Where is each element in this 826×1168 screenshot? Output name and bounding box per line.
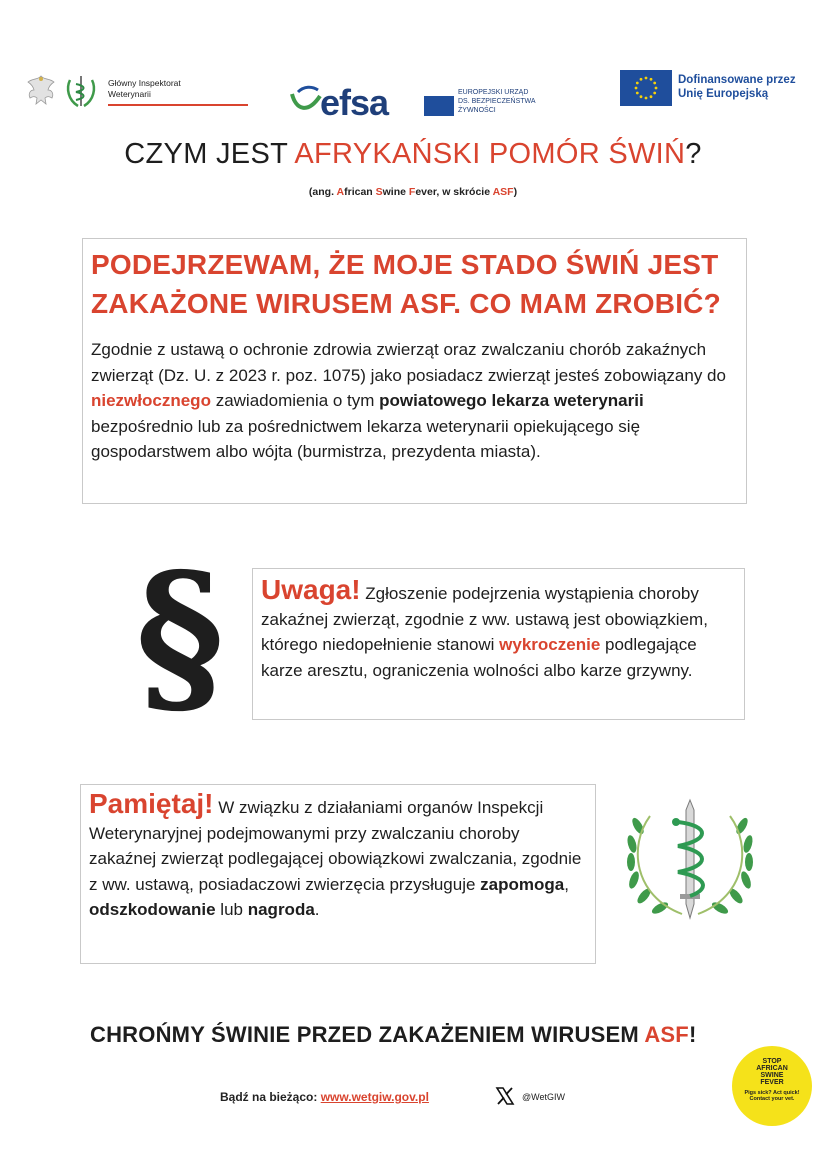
remember-bold-3: nagroda — [247, 900, 315, 920]
suspicion-text-bold: powiatowego lekarza weterynarii — [379, 391, 644, 411]
suspicion-text — [91, 337, 738, 465]
efsa-logo-block — [290, 74, 550, 122]
suspicion-text-2: zawiadomienia o tym — [210, 391, 380, 411]
x-handle[interactable]: @WetGIW — [522, 1092, 565, 1102]
suspicion-text-highlight: niezwłocznego — [91, 391, 211, 411]
page-title — [0, 138, 826, 171]
warning-box — [252, 568, 745, 720]
efsa-fullname — [458, 88, 536, 115]
eu-funding-text — [678, 73, 796, 101]
slogan-text: CHROŃMY ŚWINIE PRZED ZAKAŻENIEM WIRUSEM — [90, 1022, 645, 1047]
website-label: Bądź na bieżąco: — [220, 1090, 321, 1104]
remember-comma: , — [564, 874, 569, 894]
efsa-eu-flag-icon — [424, 96, 454, 116]
giw-name — [108, 78, 181, 100]
subtitle-a: A — [336, 186, 345, 198]
slogan-end: ! — [688, 1022, 697, 1047]
stop-badge-title — [732, 1058, 812, 1086]
veterinary-emblem-icon — [620, 796, 760, 926]
giw-underline — [108, 104, 248, 106]
title-part3: ? — [685, 138, 702, 170]
remember-lead: Pamiętaj! — [89, 788, 214, 819]
subtitle-wine: wine — [382, 186, 409, 198]
suspicion-box — [82, 238, 747, 504]
subtitle-s: S — [375, 186, 383, 198]
efsa-text-line1: EUROPEJSKI URZĄD — [458, 89, 529, 96]
remember-box — [80, 784, 596, 964]
warning-lead: Uwaga! — [261, 574, 361, 605]
paragraph-sign-icon: § — [135, 536, 225, 736]
eu-text-line1: Dofinansowane przez — [678, 74, 796, 86]
stop-line6: Contact your vet. — [749, 1096, 795, 1102]
eu-text-line2: Unię Europejską — [678, 88, 769, 100]
title-part1: CZYM JEST — [124, 138, 295, 170]
efsa-text-line3: ŻYWNOŚCI — [458, 107, 496, 114]
giw-emblem-icon — [64, 72, 98, 110]
stop-line5: Pigs sick? Act quick! — [744, 1090, 800, 1096]
suspicion-text-3: bezpośrednio lub za pośrednictwem lekarza weterynarii opiekującego się gospodarstwem albo wójta (burmistrza, prezydenta miasta). — [91, 416, 641, 462]
stop-line1: STOP — [762, 1058, 782, 1065]
suspicion-text-1: Zgodnie z ustawą o ochronie zdrowia zwierząt oraz zwalczaniu chorób zakaźnych zwierząt (Dz. U. z 2023 r. poz. 1075) jako posiadacz zwierząt jesteś zobowiązany do — [91, 340, 726, 385]
stop-asf-badge-icon — [732, 1046, 812, 1126]
stop-line3: SWINE — [760, 1072, 784, 1079]
subtitle-prefix: (ang. — [308, 186, 337, 198]
remember-text-1: W związku z działaniami organów Inspekcji Weterynaryjnej podejmowanymi przy zwalczaniu choroby zakaźnej zwierząt podlegającej obowiązkowi zwalczania, zgodnie z ww. ustawą, posiadaczowi zwierzęcia przysługuje — [89, 798, 582, 894]
subtitle-frican: frican — [344, 186, 376, 198]
remember-mid: lub — [215, 900, 248, 920]
subtitle-ever: ever, w skrócie — [415, 186, 493, 198]
efsa-text-line2: DS. BEZPIECZEŃSTWA — [458, 98, 536, 105]
eu-funding-block — [620, 70, 810, 106]
stop-line2: AFRICAN — [756, 1065, 788, 1072]
x-logo-icon[interactable] — [495, 1086, 515, 1106]
giw-name-line1: Główny Inspektorat — [108, 78, 181, 88]
website-link[interactable]: www.wetgiw.gov.pl — [320, 1090, 429, 1104]
suspicion-heading-line2: ZAKAŻONE WIRUSEM ASF. CO MAM ZROBIĆ? — [91, 288, 721, 319]
remember-bold-1: zapomoga — [480, 874, 565, 894]
stop-line4: FEVER — [760, 1079, 784, 1086]
efsa-wordmark: efsa — [320, 82, 389, 123]
warning-text-2: podlegające karze aresztu, ograniczenia wolności albo karze grzywny. — [261, 635, 697, 680]
subtitle-f: F — [408, 186, 416, 198]
remember-end: . — [314, 900, 320, 920]
giw-name-line2: Weterynarii — [108, 89, 151, 99]
remember-bold-2: odszkodowanie — [89, 900, 216, 920]
subtitle-suffix: ) — [513, 186, 518, 198]
suspicion-heading-line1: PODEJRZEWAM, ŻE MOJE STADO ŚWIŃ JEST — [91, 249, 719, 280]
warning-text-highlight: wykroczenie — [499, 635, 601, 655]
polish-eagle-icon — [24, 72, 58, 110]
page-subtitle — [0, 186, 826, 198]
title-highlight: AFRYKAŃSKI POMÓR ŚWIŃ — [294, 138, 686, 170]
eu-flag-icon — [620, 70, 672, 106]
warning-text-1: Zgłoszenie podejrzenia wystąpienia choroby zakaźnej zwierząt, zgodnie z ww. ustawą jest obowiązkiem, którego niedopełnienie stanowi — [261, 584, 708, 655]
slogan-highlight: ASF — [644, 1022, 689, 1047]
subtitle-asf: ASF — [492, 186, 514, 198]
footer-website — [220, 1090, 429, 1104]
giw-logo-block — [24, 72, 228, 112]
suspicion-heading — [91, 245, 738, 323]
efsa-logo-icon — [290, 84, 322, 116]
footer-slogan — [90, 1022, 696, 1048]
stop-badge-tagline — [732, 1090, 812, 1102]
